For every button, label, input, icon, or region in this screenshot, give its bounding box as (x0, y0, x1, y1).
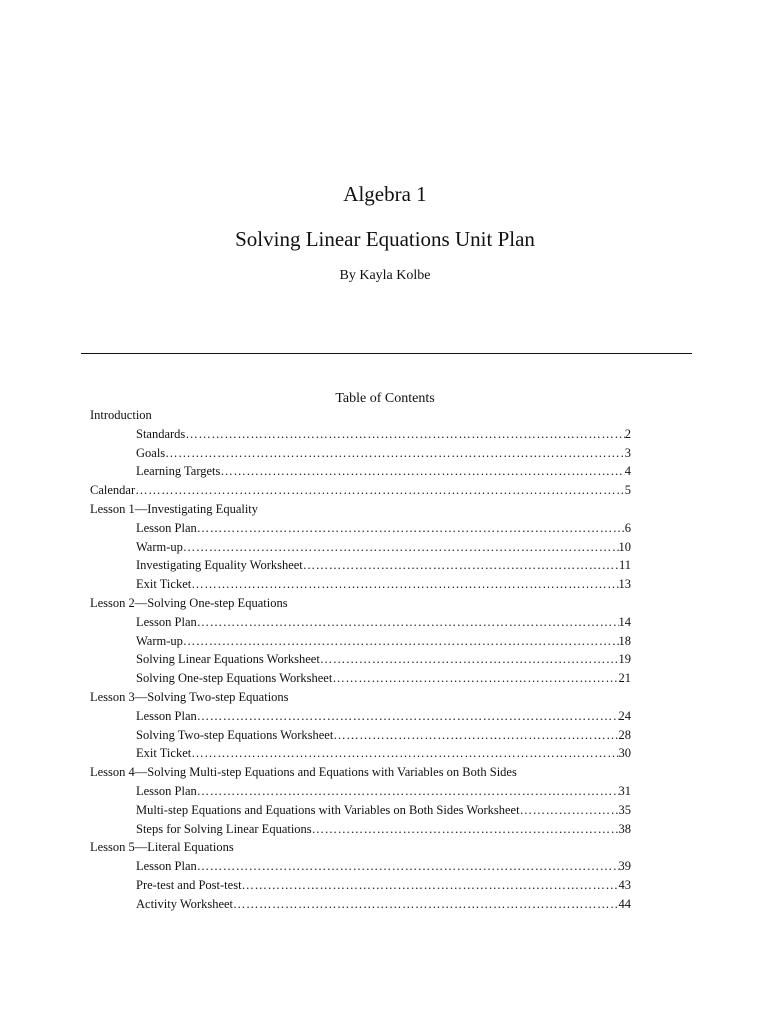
dot-leader (165, 444, 625, 463)
toc-entry (136, 519, 631, 538)
toc-entry (136, 744, 631, 763)
horizontal-rule (81, 353, 692, 354)
toc-page-number: 14 (618, 614, 631, 629)
dot-leader (303, 556, 619, 575)
toc-page-number: 28 (618, 727, 631, 742)
toc-page-number: 6 (624, 520, 631, 535)
toc-entry-label: Solving One-step Equations Worksheet (136, 671, 333, 686)
toc-entry-label: Goals (136, 445, 166, 460)
toc-entry-label: Standards (136, 426, 186, 441)
toc-entry (136, 726, 631, 745)
toc-page-number: 18 (618, 633, 631, 648)
toc-page-number: 31 (618, 784, 631, 798)
toc-entry-label: Calendar (90, 483, 136, 498)
toc-page-number: 2 (624, 426, 631, 441)
toc-section-heading: Lesson 2—Solving One-step Equations (90, 596, 288, 610)
toc-section-heading: Lesson 1—Investigating Equality (90, 502, 259, 516)
dot-leader (333, 726, 618, 745)
toc-entry-label: Activity Worksheet (136, 896, 234, 911)
toc-entry (136, 782, 631, 801)
toc-page-number: 43 (618, 878, 631, 892)
dot-leader (197, 519, 625, 538)
dot-leader (320, 650, 619, 669)
toc-entry (136, 895, 631, 914)
toc-entry (136, 425, 631, 444)
toc-entry-label: Lesson Plan (136, 520, 197, 535)
toc-entry-label: Lesson Plan (136, 708, 197, 723)
toc-page-number: 10 (618, 539, 631, 554)
dot-leader (183, 632, 619, 651)
toc-entry-label: Pre-test and Post-test (136, 878, 242, 892)
author-line: By Kayla Kolbe (339, 268, 431, 283)
toc-section-heading: Lesson 3—Solving Two-step Equations (90, 690, 289, 704)
toc-page-number: 19 (618, 652, 631, 667)
toc-entry (90, 481, 631, 500)
dot-leader (242, 876, 619, 895)
toc-entry (136, 462, 631, 481)
toc-entry-label: Warm-up (136, 633, 183, 648)
dot-leader (220, 462, 624, 481)
dot-leader (191, 744, 618, 763)
toc-entry (136, 538, 631, 557)
dot-leader (185, 425, 624, 444)
dot-leader (191, 575, 618, 594)
toc-entry-label: Exit Ticket (136, 746, 192, 761)
toc-page-number: 11 (618, 558, 631, 573)
toc-heading: Table of Contents (335, 391, 435, 406)
toc-entry-label: Steps for Solving Linear Equations (136, 821, 312, 836)
toc-section-heading: Introduction (90, 408, 152, 422)
dot-leader (233, 895, 618, 914)
toc-page-number: 35 (618, 802, 631, 817)
toc-entry (136, 876, 631, 895)
document-title: Algebra 1 (343, 182, 427, 206)
toc-entry (136, 801, 631, 820)
toc-entry (136, 575, 631, 594)
toc-page-number: 44 (618, 896, 631, 911)
toc-entry-label: Solving Linear Equations Worksheet (136, 652, 320, 667)
toc-entry (136, 857, 631, 876)
toc-page-number: 5 (624, 483, 631, 498)
toc-entry (136, 444, 631, 463)
toc-entry-label: Solving Two-step Equations Worksheet (136, 727, 334, 742)
toc-entry-label: Investigating Equality Worksheet (136, 558, 303, 573)
toc-page-number: 21 (618, 671, 631, 686)
dot-leader (197, 613, 619, 632)
toc-entry-label: Exit Ticket (136, 577, 192, 592)
dot-leader (183, 538, 619, 557)
toc-page-number: 4 (624, 464, 631, 479)
dot-leader (332, 669, 618, 688)
toc-entry (136, 650, 631, 669)
dot-leader (197, 782, 619, 801)
toc-page-number: 3 (624, 445, 631, 460)
toc-page-number: 39 (618, 859, 631, 874)
dot-leader (197, 857, 619, 876)
toc-page-number: 30 (618, 746, 631, 761)
toc-entry-label: Multi-step Equations and Equations with Variables on Both Sides Worksheet (136, 802, 520, 817)
toc-entry (136, 669, 631, 688)
dot-leader (197, 707, 619, 726)
dot-leader (135, 481, 625, 500)
toc-entry (136, 707, 631, 726)
dot-leader (312, 820, 619, 839)
document-subtitle: Solving Linear Equations Unit Plan (235, 227, 535, 251)
toc-page-number: 13 (618, 577, 631, 592)
toc-entry (136, 613, 631, 632)
toc-entry (136, 820, 631, 839)
toc-entry-label: Learning Targets (136, 464, 221, 479)
toc-entry (136, 632, 631, 651)
toc-entry-label: Warm-up (136, 539, 183, 554)
toc-entry-label: Lesson Plan (136, 859, 197, 874)
toc-page-number: 38 (618, 821, 631, 836)
toc-entry-label: Lesson Plan (136, 784, 197, 798)
toc-page-number: 24 (618, 708, 631, 723)
dot-leader (520, 801, 619, 820)
toc-entry (136, 556, 631, 575)
toc-entry-label: Lesson Plan (136, 614, 197, 629)
toc-section-heading: Lesson 5—Literal Equations (90, 840, 234, 855)
toc-section-heading: Lesson 4—Solving Multi-step Equations and Equations with Variables on Both Sides (90, 765, 517, 780)
